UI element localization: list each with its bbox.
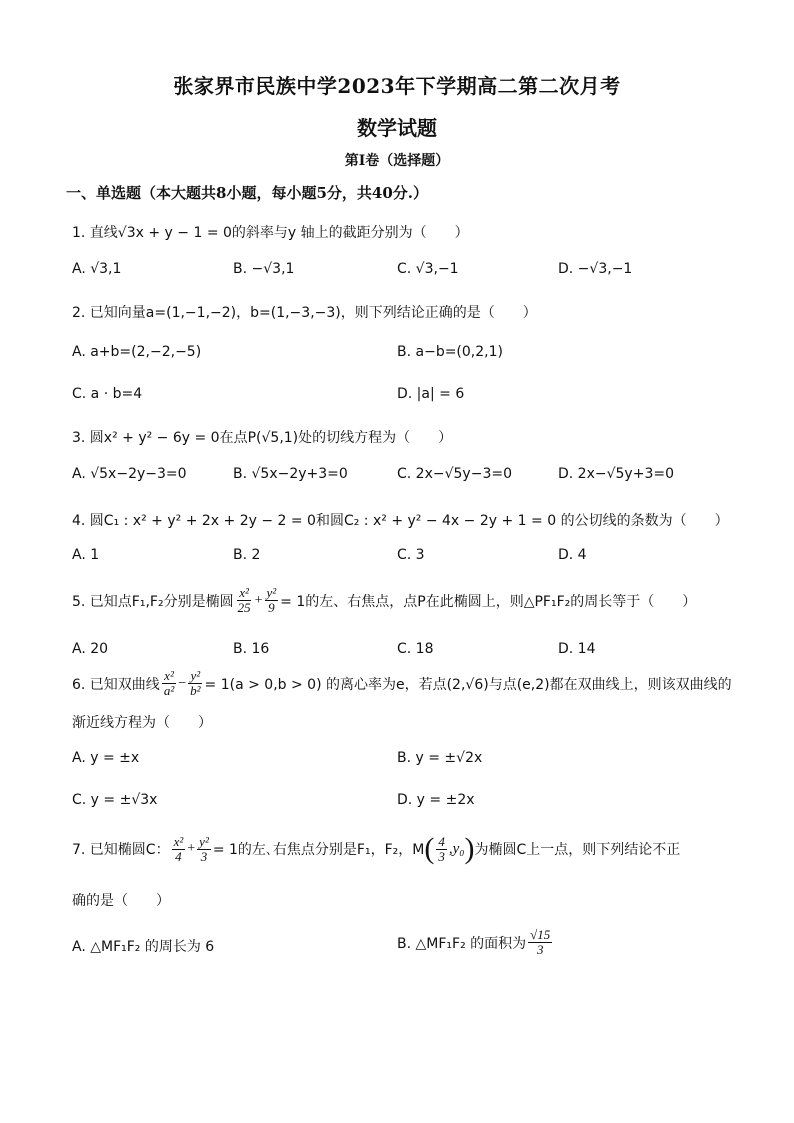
q4-option-b: B. 2 (233, 547, 261, 563)
q6-option-a: A. y = ±x (72, 750, 140, 766)
q2-option-b: B. a−b=(0,2,1) (397, 344, 503, 360)
q7-stem-end: 为椭圆C上一点，则下列结论不正 (474, 842, 681, 858)
q4-option-a: A. 1 (72, 547, 100, 563)
q7-stem-mid: = 1的左､右焦点分别是F₁，F₂，M (212, 842, 425, 858)
subject-title: 数学试题 (357, 116, 437, 140)
question-5-stem: 5. 已知点F₁,F₂分别是椭圆 $\frac{\text{x²}}{25}$ + $\frac{\text{y²}}{9}$ = 1的左、右焦点，点P在此椭圆上，则△PF₁F₂的周长等于（ ） (72, 585, 697, 615)
q1-option-c: C. √3,−1 (397, 261, 459, 277)
question-6-stem-cont: 渐近线方程为（ ） (72, 715, 212, 731)
q2-option-d: D. |a| = 6 (397, 386, 465, 402)
q1-option-a: A. √3,1 (72, 261, 122, 277)
q7-fraction-x: $\frac{\text{x²}}{4}$ (173, 833, 184, 864)
q6-stem-start: 6. 已知双曲线 (72, 676, 160, 693)
q1-option-b: B. −√3,1 (233, 261, 295, 277)
q6-option-b: B. y = ±√2x (397, 750, 483, 766)
q7-fraction-point: $\frac{4}{3}$ (438, 833, 445, 864)
q5-stem-end: = 1的左、右焦点，点P在此椭圆上，则△PF₁F₂的周长等于（ ） (280, 593, 697, 610)
q6-fraction-y: $\frac{\text{y²}}{\text{b²}}$ (190, 668, 201, 698)
q5-fraction-x: $\frac{\text{x²}}{25}$ (237, 585, 251, 615)
q7-point-y: ,y₀ (448, 840, 465, 857)
question-1-stem: 1. 直线√3x + y − 1 = 0的斜率与y 轴上的截距分别为（ ） (72, 225, 469, 241)
q4-option-c: C. 3 (397, 547, 425, 563)
q6-fraction-x: $\frac{\text{x²}}{\text{a²}}$ (163, 668, 175, 698)
q7-fraction-y: $\frac{\text{y²}}{3}$ (199, 833, 209, 864)
exam-title: 张家界市民族中学2023年下学期高二第二次月考 (173, 74, 621, 98)
q5-option-c: C. 18 (397, 641, 434, 657)
question-4-stem: 4. 圆C₁ : x² + y² + 2x + 2y − 2 = 0和圆C₂ : x² + y² − 4x − 2y + 1 = 0 的公切线的条数为（ ） (72, 513, 729, 529)
q3-option-d: D. 2x−√5y+3=0 (558, 466, 674, 482)
question-7-stem: 7. 已知椭圆C： $\frac{\text{x²}}{4}$ + $\frac{\text{y²}}{3}$ = 1的左､右焦点分别是F₁，F₂，M ( $\frac{4}{3}$ ,y₀ ) 为椭圆C上一点，则下列结论不正 (72, 832, 681, 865)
q2-option-c: C. a · b=4 (72, 386, 143, 402)
section-heading: 一、单选题（本大题共8小题，每小题5分，共40分.） (66, 184, 428, 202)
question-3-stem: 3. 圆x² + y² − 6y = 0在点P(√5,1)处的切线方程为（ ） (72, 430, 453, 446)
q5-option-b: B. 16 (233, 641, 270, 657)
volume-title: 第I卷（选择题） (344, 153, 450, 169)
q5-fraction-y: $\frac{\text{y²}}{9}$ (266, 585, 277, 615)
q2-option-a: A. a+b=(2,−2,−5) (72, 344, 202, 360)
q7-option-b: B. △MF₁F₂ 的面积为 $\frac{√15}{3}$ (397, 927, 551, 957)
q5-option-a: A. 20 (72, 641, 109, 657)
question-7-stem-cont: 确的是（ ） (72, 893, 170, 909)
q3-option-b: B. √5x−2y+3=0 (233, 466, 348, 482)
q1-option-d: D. −√3,−1 (558, 261, 633, 277)
q4-option-d: D. 4 (558, 547, 587, 563)
q6-option-d: D. y = ±2x (397, 792, 475, 808)
q3-option-a: A. √5x−2y−3=0 (72, 466, 187, 482)
q6-stem-end: = 1(a > 0,b > 0) 的离心率为e，若点(2,√6)与点(e,2)都在双曲线上，则该双曲线的 (204, 676, 732, 693)
q3-option-c: C. 2x−√5y−3=0 (397, 466, 512, 482)
q5-stem-start: 5. 已知点F₁,F₂分别是椭圆 (72, 593, 234, 610)
q6-option-c: C. y = ±√3x (72, 792, 158, 808)
q7-option-a: A. △MF₁F₂ 的周长为 6 (72, 939, 215, 955)
q5-option-d: D. 14 (558, 641, 596, 657)
q7-stem-start: 7. 已知椭圆C： (72, 842, 170, 858)
question-2-stem: 2. 已知向量a=(1,−1,−2)，b=(1,−3,−3)，则下列结论正确的是（ ） (72, 305, 537, 321)
question-6-stem: 6. 已知双曲线 $\frac{\text{x²}}{\text{a²}}$ − $\frac{\text{y²}}{\text{b²}}$ = 1(a > 0,b > 0) 的离心率为e，若点(2,√6)与点(e,2)都在双曲线上，则该双曲线的 (72, 668, 732, 698)
q7-option-b-fraction: $\frac{√15}{3}$ (530, 927, 551, 957)
